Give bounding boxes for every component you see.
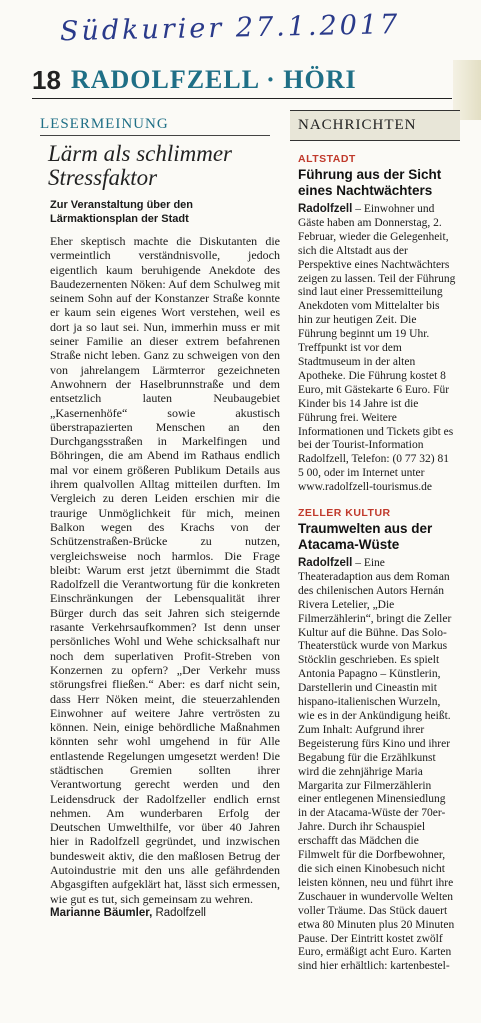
news-item-text: – Einwohner und Gäste haben am Donnerstag, 2. Februar, wieder die Gelegenheit, sich die Altstadt aus der Perspektive eines Nachtwächters zeigen zu lassen. Teil der Führung sind laut einer Pressemitteilung Anekdoten vom Mittelalter bis hin zur heutigen Zeit. Die Führung beginnt um 19 Uhr. Treffpunkt ist vor dem Stadtmuseum in der alten Apotheke. Die Führung kostet 8 Euro, mit Gästekarte 6 Euro. Für Kinder bis 14 Jahre ist die Führung frei. Weitere Informationen und Tickets gibt es bei der Tourist-Information Radolfzell, Telefon: (0 77 32) 81 5 00, oder im Internet unter www.radolfzell-tourismus.de [298,203,456,494]
news-item-body [298,203,456,495]
article-intro: Zur Veranstaltung über den Lärmaktionsplan der Stadt [50,199,194,225]
handwritten-date-note: Südkurier 27.1.2017 [59,9,401,48]
article-signature [50,907,280,919]
page-number: 18 [32,64,61,95]
news-item-lead: Radolfzell [298,203,353,215]
author-place: Radolfzell [152,906,206,919]
article-headline: Lärm als schlimmer Stressfaktor [48,141,233,190]
page-header [32,62,452,99]
news-column [290,110,460,1020]
news-item-label: ALTSTADT [298,153,356,165]
author-name: Marianne Bäumler, [50,906,153,919]
news-item-lead: Radolfzell [298,557,353,570]
news-item-headline: Führung aus der Sicht eines Nachtwächters [298,167,442,198]
article-kicker: LESERMEINUNG [40,116,270,136]
news-item-label: ZELLER KULTUR [298,507,391,520]
article-body-text: Eher skeptisch machte die Diskutanten die vermeintlich verständnisvolle, jedoch eigentlich kaum beruhigende Anekdote des Baudezernenten Nöken: Auf dem Schulweg mit seinem Sohn auf der Konstanzer Straße konnte er kaum sein eigenes Wort verstehen, weil es dort ja so laut sei. Nun, immerhin muss er mit seiner Familie an dieser extrem befahrenen Straße nicht leben. Ganz zu schweigen von den von jahrelangem Lärmterror gezeichneten Anwohnern der Haselbrunnstraße und dem entsetzlich lauten Neubaugebiet „Kasernenhöfe“ sowie akustisch überstrapazierten Menschen an den Durchgangsstraßen in Markelfingen und Böhringen, die am Abend im Rathaus endlich mal vor einem größeren Publikum Details aus ihrem qualvollen Alltag mitteilen durften. Im Vergleich zu deren Leiden erschien mir die traurige Unmöglichkeit für mich, meinen Balkon wegen des Krachs von der Schützenstraßen-Brücke zu nutzen, vergleichsweise noch harmlos. Die Frage bleibt: Warum erst jetzt übernimmt die Stadt Radolfzell die Verantwortung für die konkreten Einschränkungen der Lebensqualität ihrer Bürger durch das seit Jahren sich steigernde rasante Verkehrsaufkommen? Ist denn unser persönliches Wohl und Wehe schicksalhaft nur noch dem superlativen Profit-Streben von Konzernen zu opfern? „Der Verkehr muss störungsfrei fließen.“ Aber: es darf nicht sein, dass Herr Nöken meint, die steuerzahlenden Einwohner auf weitere Jahre vertrösten zu können. Nein, einige behördliche Maßnahmen könnten sehr wohl umgehend in für Alle entlastende Regelungen umgesetzt werden! Die städtischen Gremien sollten ihrer Verantwortung gerecht werden und den Leidensdruck der Radolfzeller endlich ernst nehmen. Am wunderbaren Erfolg der Deutschen Umwelthilfe, vor über 40 Jahren hier in Radolfzell gegründet, und inzwischen bundesweit aktiv, die den maßlosen Betrug der Autoindustrie mit den uns alle gefährdenden Abgasgiften aufgeklärt hat, lässt sich ermessen, wie gut es tut, sich gemeinsam zu wehren. [50,234,280,906]
article-body [50,234,280,906]
news-column-title: NACHRICHTEN [290,110,460,141]
news-item-headline: Traumwelten aus der Atacama-Wüste [298,521,433,553]
section-title: RADOLFZELL · HÖRI [70,65,357,94]
letter-to-editor-article [40,110,280,1020]
news-item-body [298,557,456,974]
news-item-text: – Eine Theateradaption aus dem Roman des chilenischen Autors Hernán Rivera Letelier, „Die Filmerzählerin“, bringt die Zeller Kultur auf die Bühne. Das Solo-Theaterstück wurde von Markus Stöcklin geschrieben. Es spielt Antonia Papagno – Künstlerin, Darstellerin und Cineastin mit hispano-italienischen Wurzeln, wie es in der Ankündigung heißt. Zum Inhalt: Aufgrund ihrer Begeisterung fürs Kino und ihrer Begabung für die Erzählkunst wird die zehnjährige Maria Margarita zur Filmerzählerin einer entlegenen Minensiedlung in der Atacama-Wüste der 70er-Jahre. Durch ihr Schauspiel erschafft das Mädchen die Filmwelt für die Dorfbewohner, die sich einen Kinobesuch nicht leisten können, neu und führt ihre Zuschauer in wundervolle Welten voller Träume. Das Stück dauert etwa 80 Minuten plus 20 Minuten Pause. Der Eintritt kostet zwölf Euro, ermäßigt acht Euro. Karten sind hier erhältlich: kartenbestel- [298,557,455,973]
